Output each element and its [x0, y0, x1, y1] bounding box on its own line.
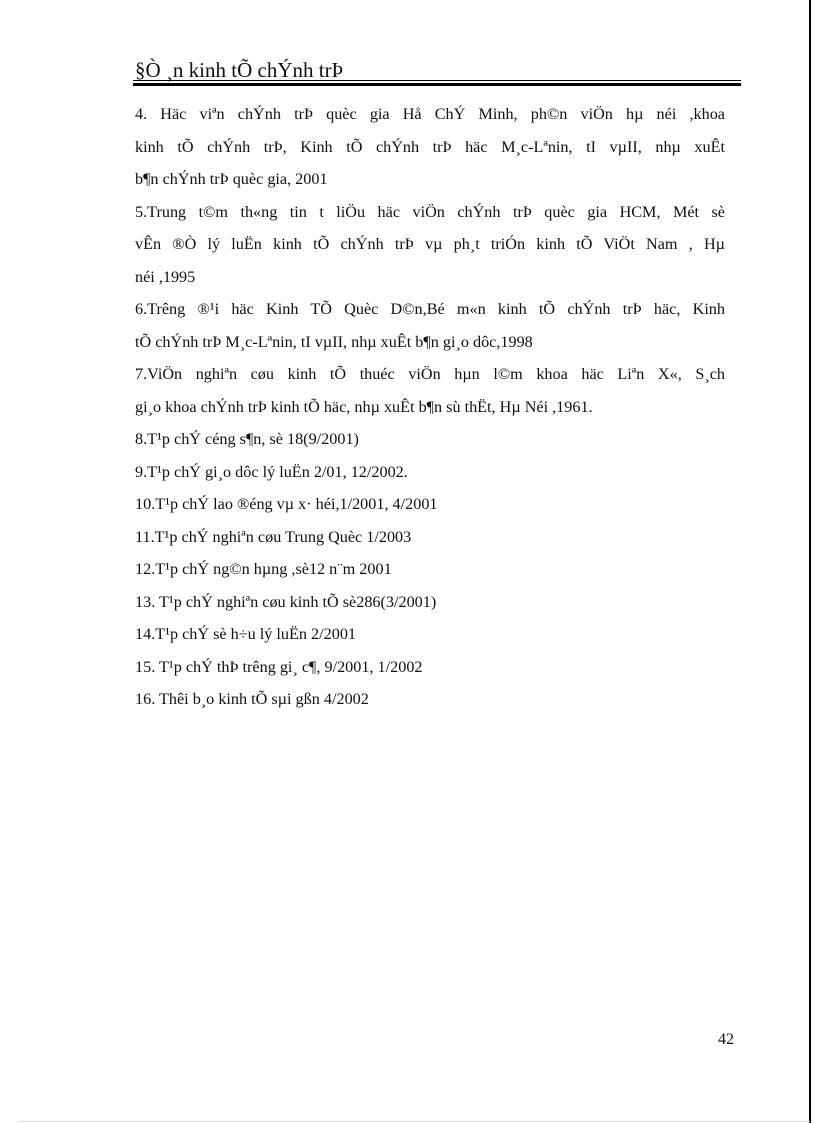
reference-line: b¶n chÝnh trÞ quèc gia, 2001	[135, 170, 328, 188]
reference-line: 11.T¹p chÝ nghiªn cøu Trung Quèc 1/2003	[135, 527, 412, 546]
reference-item	[135, 456, 725, 489]
reference-item	[135, 618, 725, 651]
reference-line: kinh tÕ chÝnh trÞ, Kinh tÕ chÝnh trÞ häc M¸c-Lªnin, tI vµII, nhµ xuÊt	[135, 137, 725, 156]
reference-line: 12.T¹p chÝ ng©n hµng ,sè12 n¨m 2001	[135, 560, 392, 578]
page-number: 42	[718, 1031, 734, 1048]
reference-line: gi¸o khoa chÝnh trÞ kinh tÕ häc, nhµ xuÊt b¶n sù thËt, Hµ Néi ,1961.	[135, 397, 593, 416]
reference-line: 15. T¹p chÝ thÞ trêng gi¸ c¶, 9/2001, 1/2002	[135, 657, 423, 676]
reference-line: 10.T¹p chÝ lao ®éng vµ x· héi,1/2001, 4/2001	[135, 495, 438, 513]
reference-item	[135, 98, 725, 196]
reference-item	[135, 293, 725, 358]
page-right-border	[809, 0, 811, 1123]
reference-item	[135, 586, 725, 619]
reference-line: 4. Häc viªn chÝnh trÞ quèc gia Hå ChÝ Minh, ph©n viÖn hµ néi ,khoa	[135, 105, 725, 123]
reference-item	[135, 423, 725, 456]
reference-item	[135, 488, 725, 521]
reference-item	[135, 651, 725, 684]
reference-line: néi ,1995	[135, 267, 196, 286]
reference-line: 16. Thêi b¸o kinh tÕ sµi gßn 4/2002	[135, 690, 369, 708]
reference-line: vÊn ®Ò lý luËn kinh tÕ chÝnh trÞ vµ ph¸t triÓn kinh tÕ ViÖt Nam , Hµ	[135, 235, 725, 253]
reference-line: 8.T¹p chÝ céng s¶n, sè 18(9/2001)	[135, 430, 359, 448]
reference-list	[135, 98, 725, 716]
page-bottom-border	[20, 1121, 810, 1122]
reference-line: 6.Trêng ®¹i häc Kinh TÕ Quèc D©n,Bé m«n kinh tÕ chÝnh trÞ häc, Kinh	[135, 300, 725, 318]
running-header-title: §Ò ¸n kinh tÕ chÝnh trÞ	[135, 58, 344, 82]
reference-item	[135, 521, 725, 554]
reference-item	[135, 196, 725, 294]
reference-line: 7.ViÖn nghiªn cøu kinh tÕ thuéc viÖn hµn l©m khoa häc Liªn X«, S¸ch	[135, 365, 725, 383]
reference-line: 5.Trung t©m th«ng tin t liÖu häc viÖn chÝnh trÞ quèc gia HCM, Mét sè	[135, 202, 725, 221]
reference-line: 9.T¹p chÝ gi¸o dôc lý luËn 2/01, 12/2002.	[135, 462, 408, 481]
reference-line: 13. T¹p chÝ nghiªn cøu kinh tÕ sè286(3/2001)	[135, 592, 437, 611]
reference-item	[135, 553, 725, 586]
reference-line: 14.T¹p chÝ sè h÷u lý luËn 2/2001	[135, 625, 357, 643]
reference-line: tÕ chÝnh trÞ M¸c-Lªnin, tI vµII, nhµ xuÊt b¶n gi¸o dôc,1998	[135, 332, 533, 351]
header-double-rule	[133, 80, 741, 86]
reference-item	[135, 683, 725, 716]
reference-item	[135, 358, 725, 423]
